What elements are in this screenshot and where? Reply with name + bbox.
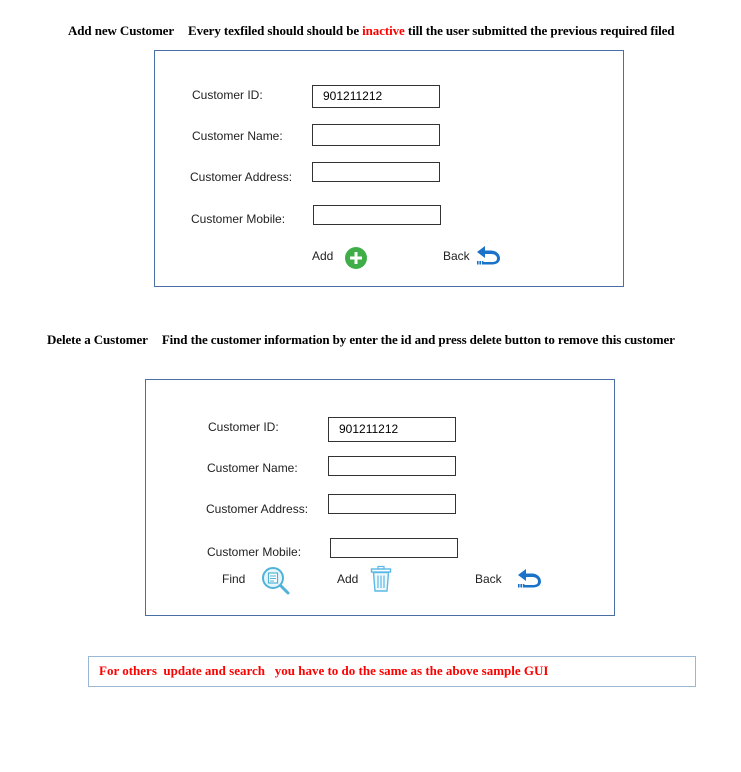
delete-customer-id-label: Customer ID: [208,420,279,434]
trash-icon[interactable] [370,565,392,593]
delete-customer-address-label: Customer Address: [206,502,309,516]
delete-customer-id-input[interactable]: 901211212 [328,417,456,442]
add-customer-address-label: Customer Address: [190,170,293,184]
plus-circle-icon[interactable] [344,246,368,270]
delete-customer-mobile-input[interactable] [330,538,458,558]
delete-back-button-label[interactable]: Back [475,572,502,586]
add-section-heading [68,23,674,39]
add-customer-name-input[interactable] [312,124,440,146]
delete-customer-name-label: Customer Name: [207,461,298,475]
add-customer-id-input[interactable]: 901211212 [312,85,440,108]
instructions-note: For others update and search you have to do the same as the above sample GUI [88,656,696,687]
add-customer-address-input[interactable] [312,162,440,182]
add-customer-mobile-input[interactable] [313,205,441,225]
add-customer-mobile-label: Customer Mobile: [191,212,286,226]
add-customer-id-label: Customer ID: [192,88,263,102]
add-section-title: Add new Customer [68,23,175,38]
delete-section-description: Find the customer information by enter the id and press delete button to remove this customer [161,332,675,347]
back-arrow-icon[interactable] [475,243,503,267]
delete-customer-mobile-label: Customer Mobile: [207,545,302,559]
find-button-label[interactable]: Find [222,572,246,586]
delete-add-button-label[interactable]: Add [337,572,359,586]
delete-section-heading [47,332,675,348]
add-customer-name-label: Customer Name: [192,129,283,143]
back-button-label[interactable]: Back [443,249,470,263]
add-section-description: Every texfiled should should be inactive till the user submitted the previous required filed [188,23,675,38]
add-button-label[interactable]: Add [312,249,334,263]
magnifier-document-icon[interactable] [260,565,292,597]
back-arrow-icon[interactable] [516,566,544,590]
delete-customer-name-input[interactable] [328,456,456,476]
delete-section-title: Delete a Customer [47,332,148,347]
delete-customer-address-input[interactable] [328,494,456,514]
